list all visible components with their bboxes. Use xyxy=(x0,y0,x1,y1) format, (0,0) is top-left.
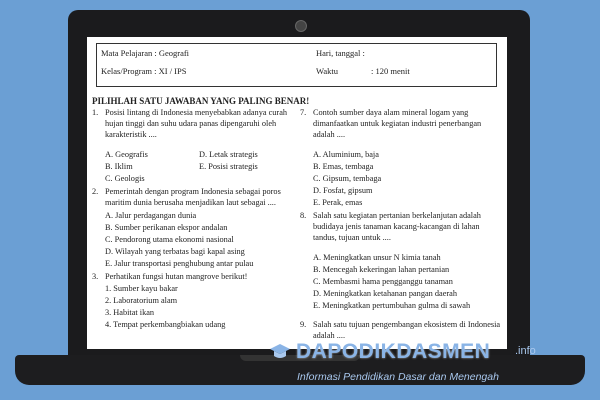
watermark-suffix: .info xyxy=(515,345,536,357)
statement-2: 2. Laboratorium alam xyxy=(105,296,178,305)
day-label: Hari, tanggal : xyxy=(316,48,365,58)
webcam-icon xyxy=(295,20,307,32)
option-a: A. Meningkatkan unsur N kimia tanah xyxy=(313,253,441,262)
question-line: Contoh sumber daya alam mineral logam yang xyxy=(313,108,469,117)
question-line: Salah satu tujuan pengembangan ekosistem di Indonesia xyxy=(313,320,501,329)
option-e: E. Perak, emas xyxy=(313,198,363,207)
exam-header-box xyxy=(96,43,497,87)
option-a: A. Jalur perdagangan dunia xyxy=(105,211,197,220)
question-number: 8. xyxy=(300,211,307,220)
option-e: E. Posisi strategis xyxy=(199,162,258,171)
graduation-cap-icon xyxy=(269,341,291,363)
question-line: hujan tinggi dan suhu udara panas dipengaruhi oleh xyxy=(105,119,277,128)
watermark-brand: DAPODIKDASMEN xyxy=(296,340,491,363)
statement-4: 4. Tempat perkembangbiakan udang xyxy=(105,320,226,329)
question-line: tandus, tujuan untuk .... xyxy=(313,233,391,242)
statement-3: 3. Habitat ikan xyxy=(105,308,155,317)
option-c: C. Membasmi hama pengganggu tanaman xyxy=(313,277,453,286)
watermark-tagline: Informasi Pendidikan Dasar dan Menengah xyxy=(297,371,499,383)
question-7 xyxy=(300,107,505,147)
question-line: karakteristik .... xyxy=(105,130,157,139)
question-line: budidaya jenis tanaman kacang-kacangan di lahan xyxy=(313,222,480,231)
option-d: D. Fosfat, gipsum xyxy=(313,186,373,195)
option-e: E. Meningkatkan pertumbuhan gulma di sawah xyxy=(313,301,471,310)
question-number: 9. xyxy=(300,320,307,329)
question-3 xyxy=(92,271,292,283)
option-c: C. Gipsum, tembaga xyxy=(313,174,382,183)
option-a: A. Geografis xyxy=(105,150,148,159)
statement-1: 1. Sumber kayu bakar xyxy=(105,284,178,293)
option-b: B. Sumber perikanan ekspor andalan xyxy=(105,223,228,232)
option-c: C. Geologis xyxy=(105,174,145,183)
question-line: dimanfaatkan untuk kegiatan industri penerbangan xyxy=(313,119,482,128)
question-line: Perhatikan fungsi hutan mangrove berikut! xyxy=(105,272,248,281)
option-e: E. Jalur transportasi penghubung antar pulau xyxy=(105,259,254,268)
class-label: Kelas/Program : XI / IPS xyxy=(101,66,187,76)
question-number: 1. xyxy=(92,108,99,117)
option-d: D. Meningkatkan ketahanan pangan daerah xyxy=(313,289,457,298)
question-number: 2. xyxy=(92,187,99,196)
question-number: 3. xyxy=(92,272,99,281)
option-b: B. Iklim xyxy=(105,162,133,171)
option-b: B. Mencegah kekeringan lahan pertanian xyxy=(313,265,450,274)
question-line: Salah satu kegiatan pertanian berkelanjutan adalah xyxy=(313,211,481,220)
option-d: D. Letak strategis xyxy=(199,150,258,159)
question-1 xyxy=(92,107,292,147)
time-value: : 120 menit xyxy=(371,66,410,76)
question-line: Pemerintah dengan program Indonesia sebagai poros xyxy=(105,187,281,196)
subject-label: Mata Pelajaran : Geografi xyxy=(101,48,190,58)
option-d: D. Wilayah yang terbatas bagi kapal asing xyxy=(105,247,245,256)
option-a: A. Aluminium, baja xyxy=(313,150,379,159)
question-number: 7. xyxy=(300,108,307,117)
question-line: adalah .... xyxy=(313,331,346,340)
exam-document xyxy=(87,37,507,349)
question-line: Posisi lintang di Indonesia menyebabkan adanya curah xyxy=(105,108,288,117)
question-8 xyxy=(300,210,505,250)
question-line: maritim dunia berusaha menjadikan laut sebagai .... xyxy=(105,198,276,207)
question-line: adalah .... xyxy=(313,130,346,139)
time-label: Waktu xyxy=(316,66,338,76)
option-b: B. Emas, tembaga xyxy=(313,162,374,171)
instruction-heading: PILIHLAH SATU JAWABAN YANG PALING BENAR! xyxy=(92,96,310,106)
question-2 xyxy=(92,186,292,210)
option-c: C. Pendorong utama ekonomi nasional xyxy=(105,235,234,244)
